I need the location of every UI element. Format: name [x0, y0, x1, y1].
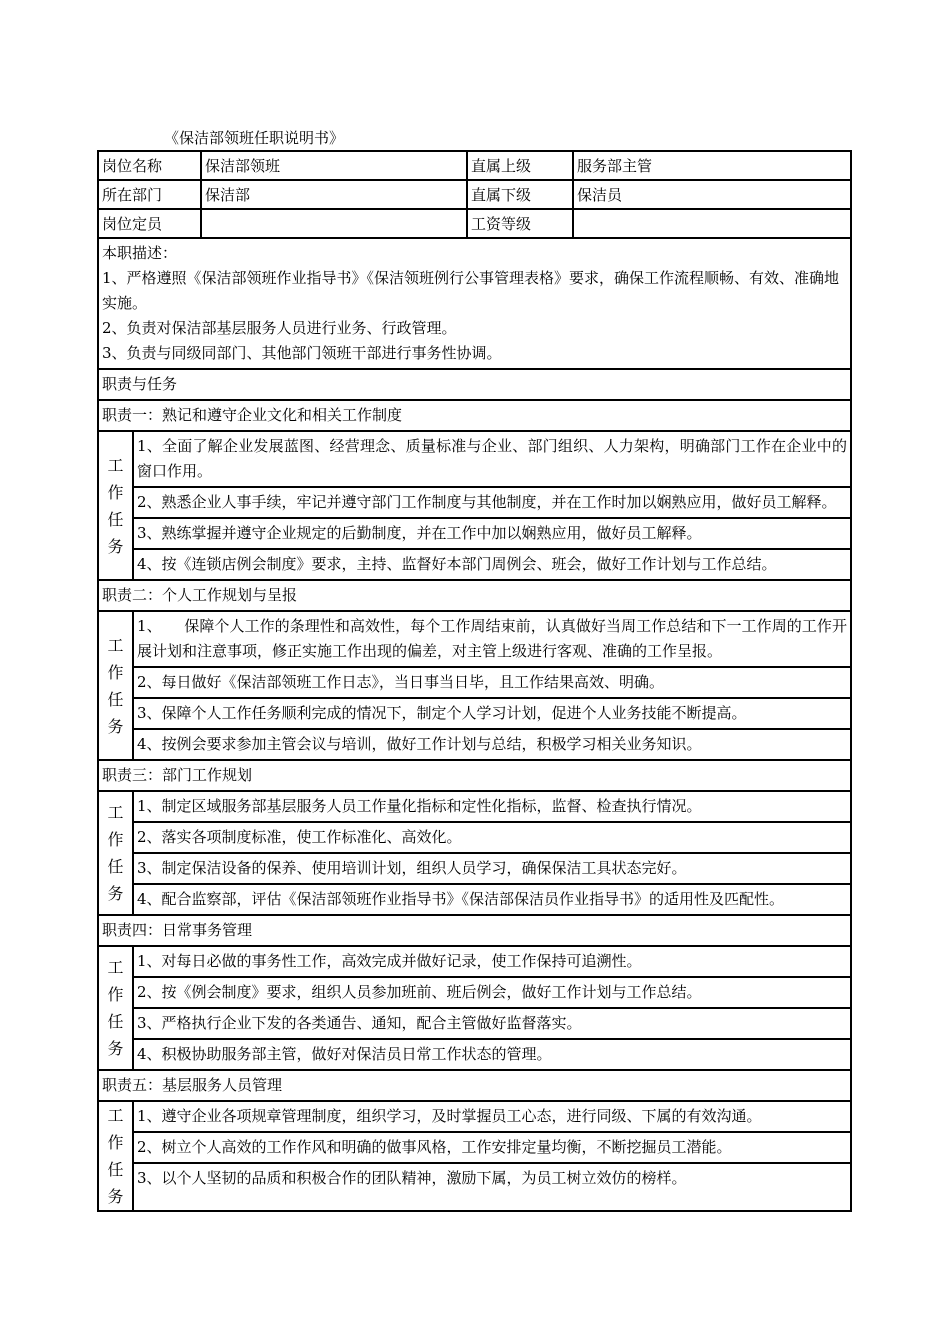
task-item: 4、按《连锁店例会制度》要求，主持、监督好本部门周例会、班会，做好工作计划与工作总结。 — [137, 555, 777, 573]
duty-task-group — [99, 947, 850, 1071]
task-item: 1、 保障个人工作的条理性和高效性，每个工作周结束前，认真做好当周工作总结和下一工作周的工作开展计划和注意事项，修正实施工作出现的偏差，对主管上级进行客观、准确的工作呈报。 — [134, 612, 850, 668]
task-label-cell — [99, 792, 134, 914]
task-label-cell — [99, 612, 134, 759]
task-items — [134, 612, 850, 759]
description-line: 3、负责与同级同部门、其他部门领班干部进行事务性协调。 — [102, 344, 502, 362]
value-department: 保洁部 — [202, 181, 468, 208]
task-label: 工作任务 — [107, 958, 124, 1058]
task-item: 4、积极协助服务部主管，做好对保洁员日常工作状态的管理。 — [137, 1045, 552, 1063]
value-salary-grade — [574, 210, 850, 237]
task-item: 2、落实各项制度标准，使工作标准化、高效化。 — [134, 823, 850, 854]
value-direct-superior: 服务部主管 — [577, 157, 653, 175]
task-label: 工作任务 — [107, 635, 124, 736]
task-item: 3、以个人坚韧的品质和积极合作的团队精神，激励下属，为员工树立效仿的榜样。 — [137, 1169, 687, 1187]
value-position-name: 保洁部领班 — [202, 152, 468, 179]
duties-container — [99, 401, 850, 1210]
task-label-cell — [99, 432, 134, 579]
duty-task-group — [99, 612, 850, 761]
task-items — [134, 792, 850, 914]
task-item: 1、制定区域服务部基层服务人员工作量化指标和定性化指标，监督、检查执行情况。 — [134, 792, 850, 823]
duty-title: 职责三：部门工作规划 — [102, 766, 253, 784]
section-title-row — [99, 370, 850, 401]
label-direct-subordinate: 直属下级 — [468, 181, 574, 208]
duty-title: 职责二：个人工作规划与呈报 — [102, 586, 298, 604]
description-line: 2、负责对保洁部基层服务人员进行业务、行政管理。 — [102, 319, 457, 337]
document-title: 《保洁部领班任职说明书》 — [164, 129, 345, 147]
task-item: 1、遵守企业各项规章管理制度，组织学习，及时掌握员工心态，进行同级、下属的有效沟通。 — [134, 1102, 850, 1133]
duty-title: 职责四：日常事务管理 — [102, 921, 253, 939]
label-direct-superior: 直属上级 — [468, 152, 574, 179]
duty-task-group — [99, 432, 850, 581]
duty-title: 职责一：熟记和遵守企业文化和相关工作制度 — [102, 406, 403, 424]
task-item: 3、制定保洁设备的保养、使用培训计划，组织人员学习，确保保洁工具状态完好。 — [134, 854, 850, 885]
header-row-3 — [99, 210, 850, 239]
duty-title-row — [99, 761, 850, 792]
task-item: 3、保障个人工作任务顺利完成的情况下，制定个人学习计划，促进个人业务技能不断提高。 — [134, 699, 850, 730]
job-description — [99, 239, 850, 368]
task-items — [134, 432, 850, 579]
duty-title-row — [99, 916, 850, 947]
task-label-cell — [99, 1102, 134, 1210]
duty-task-group — [99, 1102, 850, 1210]
task-item: 2、每日做好《保洁部领班工作日志》，当日事当日毕，且工作结果高效、明确。 — [134, 668, 850, 699]
duty-title: 职责五：基层服务人员管理 — [102, 1076, 283, 1094]
label-headcount: 岗位定员 — [99, 210, 202, 237]
duty-task-group — [99, 792, 850, 916]
task-item: 2、树立个人高效的工作作风和明确的做事风格，工作安排定量均衡，不断挖掘员工潜能。 — [134, 1133, 850, 1164]
description-line: 1、严格遵照《保洁部领班作业指导书》《保洁领班例行公事管理表格》要求，确保工作流程顺畅、有效、准确地实施。 — [102, 269, 840, 312]
description-heading: 本职描述： — [102, 244, 178, 262]
task-label-cell — [99, 947, 134, 1069]
task-item: 4、按例会要求参加主管会议与培训，做好工作计划与总结，积极学习相关业务知识。 — [137, 735, 702, 753]
task-item: 3、熟练掌握并遵守企业规定的后勤制度，并在工作中加以娴熟应用，做好员工解释。 — [134, 519, 850, 550]
task-label: 工作任务 — [107, 455, 124, 556]
task-item: 2、按《例会制度》要求，组织人员参加班前、班后例会，做好工作计划与工作总结。 — [134, 978, 850, 1009]
label-department: 所在部门 — [99, 181, 202, 208]
task-label: 工作任务 — [107, 803, 124, 903]
task-items — [134, 1102, 850, 1210]
header-row-2 — [99, 181, 850, 210]
duty-title-row — [99, 581, 850, 612]
task-items — [134, 947, 850, 1069]
task-item: 4、配合监察部，评估《保洁部领班作业指导书》《保洁部保洁员作业指导书》的适用性及匹配性。 — [137, 890, 785, 908]
value-direct-subordinate: 保洁员 — [577, 186, 623, 204]
duty-title-row — [99, 1071, 850, 1102]
section-title: 职责与任务 — [102, 375, 178, 393]
header-row-1 — [99, 152, 850, 181]
task-item: 3、严格执行企业下发的各类通告、通知，配合主管做好监督落实。 — [134, 1009, 850, 1040]
job-description-table — [97, 150, 852, 1212]
value-headcount — [202, 210, 468, 237]
label-salary-grade: 工资等级 — [468, 210, 574, 237]
task-label: 工作任务 — [107, 1106, 124, 1206]
description-row — [99, 239, 850, 370]
task-item: 1、全面了解企业发展蓝图、经营理念、质量标准与企业、部门组织、人力架构，明确部门工作在企业中的窗口作用。 — [134, 432, 850, 488]
task-item: 1、对每日必做的事务性工作，高效完成并做好记录，使工作保持可追溯性。 — [134, 947, 850, 978]
duty-title-row — [99, 401, 850, 432]
label-position-name: 岗位名称 — [99, 152, 202, 179]
task-item: 2、熟悉企业人事手续，牢记并遵守部门工作制度与其他制度，并在工作时加以娴熟应用，做好员工解释。 — [134, 488, 850, 519]
